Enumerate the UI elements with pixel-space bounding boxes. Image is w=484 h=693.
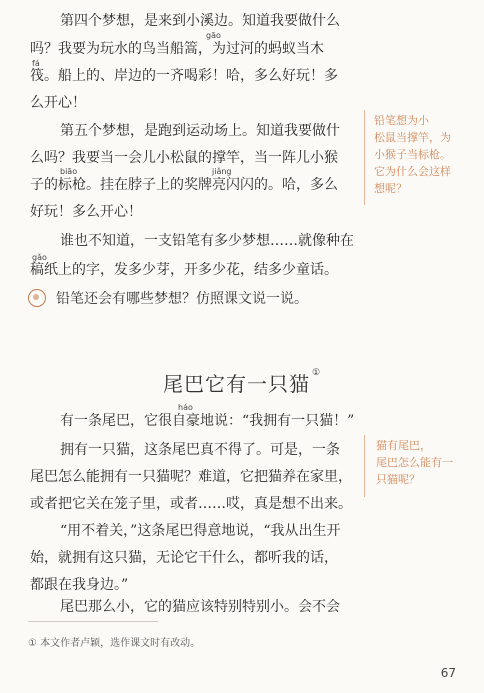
p1-line-4: 么开心！ <box>30 95 86 111</box>
p2-line-4: 好玩！多么开心！ <box>30 204 142 220</box>
p2-line-1: 第五个梦想，是跑到运动场上。知道我要做什 <box>60 123 340 139</box>
p5-line-1: 拥有一只猫，这条尾巴真不得了。可是，一条 <box>60 442 340 458</box>
p3-line-1: 谁也不知道，一支铅笔有多少梦想……就像种在 <box>60 233 354 249</box>
p4-line-1: 有一条尾巴，它很自豪地说：“我拥有一只猫！” <box>60 413 355 429</box>
side-note-1-line: 铅笔想为小 <box>374 114 429 127</box>
p2-line-2: 么吗？我要当一会儿小松鼠的撑竿，当一阵儿小猴 <box>30 150 338 166</box>
side-note-2-line: 只猫呢？ <box>376 473 420 486</box>
pinyin-jiang: jiǎng <box>212 167 232 176</box>
footnote-rule <box>28 621 158 622</box>
p7-line-1: 尾巴那么小，它的猫应该特别特别小。会不会 <box>60 599 340 615</box>
footnote: ① 本文作者卢颖，选作课文时有改动。 <box>28 638 201 649</box>
side-note-1-line: 松鼠当撑竿，为 <box>374 131 451 144</box>
side-note-1-line: 它为什么会这样 <box>374 165 451 178</box>
p2-line-3: 子的标枪。挂在脖子上的奖牌亮闪闪的。哈，多么 <box>30 177 338 193</box>
pinyin-biao: biāo <box>60 167 78 176</box>
speech-icon <box>28 289 46 307</box>
p1-line-2: 吗？我要为玩水的鸟当船篙，为过河的蚂蚁当木 <box>30 41 324 57</box>
footnote-mark: ① <box>311 368 322 379</box>
pinyin-hao: háo <box>178 403 193 412</box>
side-note-2-line: 猫有尾巴， <box>376 439 431 452</box>
pinyin-gao-1: gāo <box>206 31 221 40</box>
side-note-2 <box>376 437 453 488</box>
side-note-1 <box>374 112 451 197</box>
lesson-title-text: 尾巴它有一只猫 <box>162 372 310 396</box>
p6-line-1: “用不着关，”这条尾巴得意地说，“我从出生开 <box>60 523 341 539</box>
p3-line-2: 稿纸上的字，发多少芽，开多少花，结多少童话。 <box>30 262 338 278</box>
activity-text: 铅笔还会有哪些梦想？仿照课文说一说。 <box>56 291 308 307</box>
side-note-1-line: 想呢？ <box>374 182 407 195</box>
pinyin-fa: fá <box>32 59 40 68</box>
side-note-1-rule <box>364 110 365 205</box>
side-note-2-line: 尾巴怎么能有一 <box>376 456 453 469</box>
p6-line-3: 都跟在我身边。” <box>30 577 129 593</box>
p5-line-2: 尾巴怎么能拥有一只猫呢？难道，它把猫养在家里， <box>30 469 352 485</box>
pinyin-gao-2: gǎo <box>32 253 47 262</box>
page-number: 67 <box>440 666 456 680</box>
p1-line-1: 第四个梦想，是来到小溪边。知道我要做什么 <box>60 13 340 29</box>
side-note-1-line: 小猴子当标枪。 <box>374 148 451 161</box>
p6-line-2: 始，就拥有这只猫，无论它干什么，都听我的话， <box>30 550 338 566</box>
p1-line-3: 筏。船上的、岸边的一齐喝彩！哈，多么好玩！多 <box>30 68 338 84</box>
side-note-2-rule <box>364 435 365 497</box>
activity-prompt <box>28 288 308 308</box>
lesson-title <box>0 368 484 397</box>
p5-line-3: 或者把它关在笼子里，或者……哎，真是想不出来。 <box>30 496 352 512</box>
